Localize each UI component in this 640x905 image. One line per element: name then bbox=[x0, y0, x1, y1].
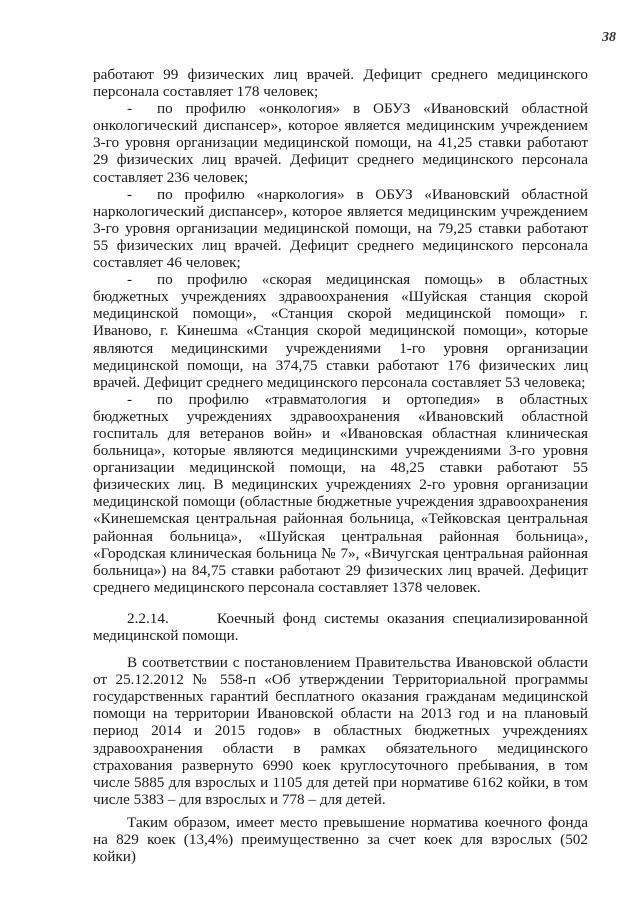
paragraph-bed-fund-regulation: В соответствии с постановлением Правительства Ивановской области от 25.12.2012 № 558-п «Об утверждении Территориальной программы государственных гарантий бесплатного оказания гражданам медицинской помощи на территории Ивановской области на 2013 год и на плановый период 2014 и 2015 годов» в областных бюджетных учреждениях здравоохранения области в рамках обязательного медицинского страхования развернуто 6990 коек круглосуточного пребывания, в том числе 5885 для взрослых и 1105 для детей при нормативе 6162 койки, в том числе 5383 – для взрослых и 778 – для детей. bbox=[93, 654, 588, 808]
section-heading-number: 2.2.14. bbox=[127, 609, 169, 627]
bullet-dash: - bbox=[127, 185, 133, 203]
document-body bbox=[93, 66, 588, 865]
bullet-dash: - bbox=[127, 271, 133, 289]
paragraph-bed-fund-conclusion: Таким образом, имеет место превышение норматива коечного фонда на 829 коек (13,4%) преимущественно за счет коек для взрослых (502 койки) bbox=[93, 813, 588, 866]
list-item-narcology-text: по профилю «наркология» в ОБУЗ «Ивановский областной наркологический диспансер», которое является медицинским учреждением 3-го уровня организации медицинской помощи, на 79,25 ставки работают 55 физических лиц врачей. Дефицит среднего медицинского персонала составляет 46 человек; bbox=[93, 185, 588, 272]
section-heading-text: Коечный фонд системы оказания специализированной медицинской помощи. bbox=[93, 609, 588, 644]
list-item-oncology bbox=[93, 100, 588, 185]
list-item-narcology bbox=[93, 186, 588, 271]
paragraph-staffing-continued: работают 99 физических лиц врачей. Дефицит среднего медицинского персонала составляет 178 человек; bbox=[93, 66, 588, 101]
bullet-dash: - bbox=[127, 100, 133, 118]
list-item-ambulance-text: по профилю «скорая медицинская помощь» в областных бюджетных учреждениях здравоохранения «Шуйская станция скорой медицинской помощи», «Станция скорой медицинской помощи» г. Иваново, г. Кинешма «Станция скорой медицинской помощи», которые являются медицинскими учреждениями 1-го уровня организации медицинской помощи, на 374,75 ставки работают 176 физических лиц врачей. Дефицит среднего медицинского персонала составляет 53 человека; bbox=[93, 271, 588, 391]
list-item-traumatology bbox=[93, 391, 588, 596]
list-item-oncology-text: по профилю «онкология» в ОБУЗ «Ивановский областной онкологический диспансер», которое является медицинским учреждением 3-го уровня организации медицинской помощи, на 41,25 ставки работают 29 физических лиц врачей. Дефицит среднего медицинского персонала составляет 236 человек; bbox=[93, 100, 588, 186]
page-number: 38 bbox=[602, 30, 616, 45]
section-heading bbox=[93, 610, 588, 644]
list-item-traumatology-text: по профилю «травматология и ортопедия» в областных бюджетных учреждениях здравоохранения «Ивановский областной госпиталь для ветеранов войн» и «Ивановская областная клиническая больница», которые являются медицинскими учреждениями 3-го уровня организации медицинской помощи, на 48,25 ставки работают 55 физических лиц. В медицинских учреждениях 2-го уровня организации медицинской помощи (областные бюджетные учреждения здравоохранения «Кинешемская центральная районная больница, «Тейковская центральная районная больница», «Шуйская центральная районная больница», «Городская клиническая больница № 7», «Вичугская центральная районная больница») на 84,75 ставки работают 29 физических лиц врачей. Дефицит среднего медицинского персонала составляет 1378 человек. bbox=[93, 390, 588, 596]
list-item-ambulance bbox=[93, 271, 588, 391]
bullet-dash: - bbox=[127, 390, 133, 408]
